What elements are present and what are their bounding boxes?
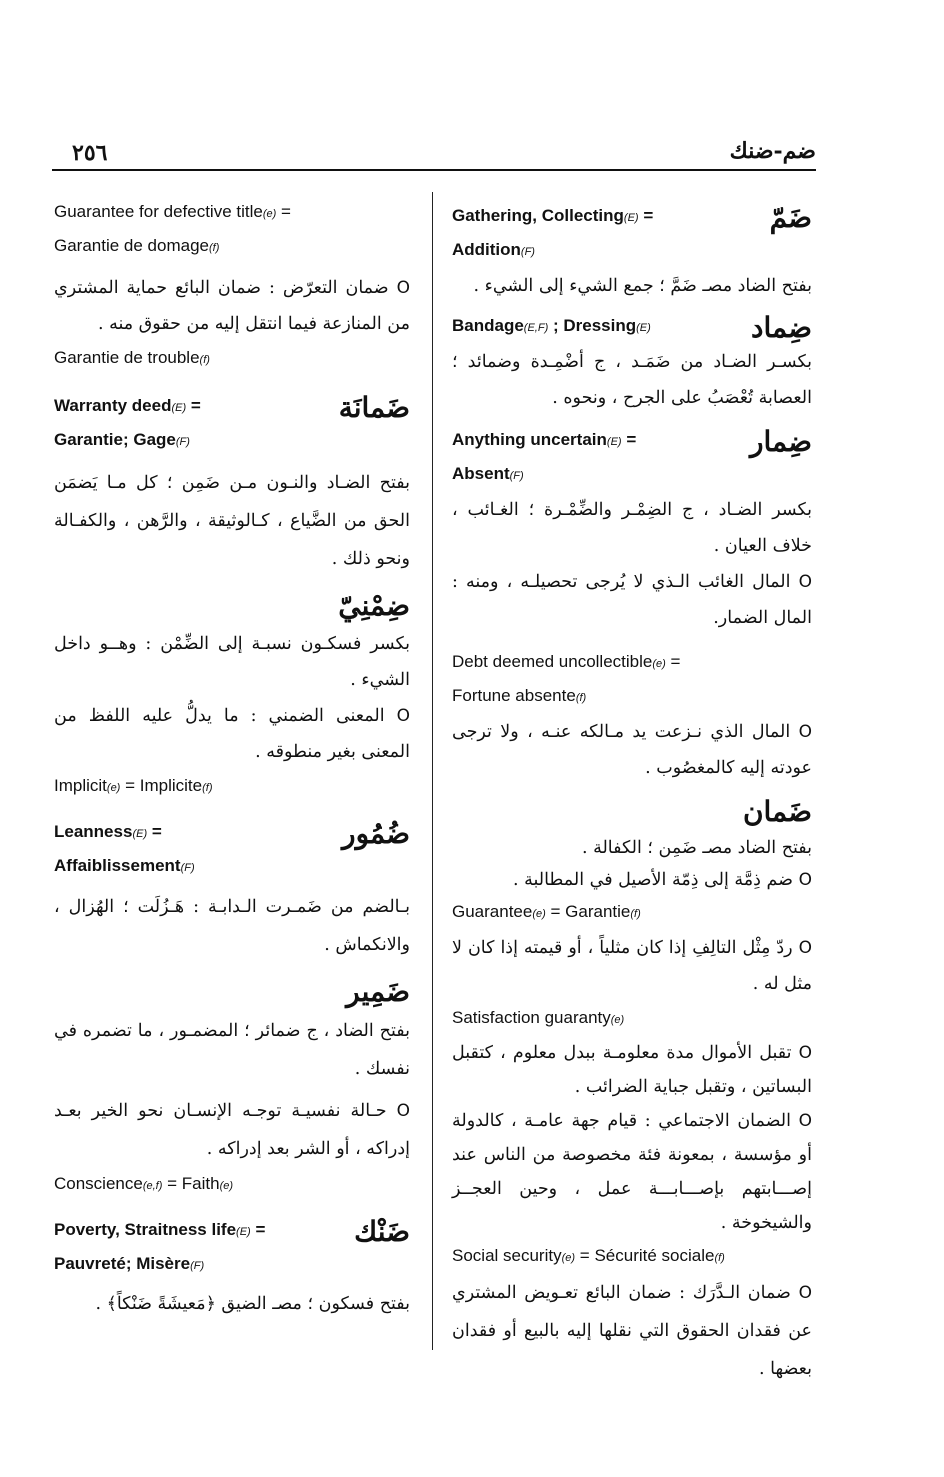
french-term: Pauvreté; Misère(F) <box>54 1254 205 1273</box>
headword: ضَمان <box>742 795 812 828</box>
french-term: Garantie de domage(f) <box>54 236 220 255</box>
french-term: Addition(F) <box>452 240 535 259</box>
headword: ضَمّ <box>769 201 812 234</box>
french-term: Garantie de trouble(f) <box>54 348 210 367</box>
left-column <box>54 196 410 1322</box>
term-pair: Social security(e) = Sécurité sociale(f) <box>452 1246 725 1265</box>
english-term: Leanness(E) = <box>54 822 162 841</box>
english-term: Satisfaction guaranty(e) <box>452 1008 625 1027</box>
arabic-definition: بفتح الضاد مصـ ضَمِن ؛ الكفالة . <box>581 838 812 858</box>
arabic-definition: بكسـر الضـاد من ضَمَـد ، ج أضْمِـدة وضمائد ؛ العصابة تُعْصَبُ على الجرح ، ونحوه . <box>452 352 812 408</box>
arabic-definition: O ضمان التعرّض : ضمان البائع حماية المشتري من المنازعة فيما انتقل إليه من حقوق منه . <box>54 278 410 334</box>
headword: ضِماد <box>751 311 812 344</box>
french-term: Affaiblissement(F) <box>54 856 195 875</box>
term-pair: Conscience(e,f) = Faith(e) <box>54 1174 234 1193</box>
headword: ضَمانَة <box>338 391 410 424</box>
arabic-definition: O المال الذي نـزعت يد مـالكه عنـه ، ولا ترجى عودته إليه كالمغصُوب . <box>452 722 812 778</box>
entry-header <box>452 310 812 344</box>
headword: ضَمِير <box>346 975 410 1008</box>
term-pair: Guarantee(e) = Garantie(f) <box>452 902 641 921</box>
french-term: Garantie; Gage(F) <box>54 430 190 449</box>
arabic-definition: بـالضم من ضَمـرت الـدابـة : هَـزُلَت ؛ الهُزال ، والانكماش . <box>54 897 410 955</box>
entry-header <box>452 200 812 268</box>
entry-header <box>54 816 410 884</box>
entry-header <box>54 390 410 458</box>
french-term: Fortune absente(f) <box>452 686 587 705</box>
arabic-definition: O ضم ذِمَّة إلى ذِمّة الأصيل في المطالبة . <box>512 870 812 890</box>
arabic-definition: O المال الغائب الـذي لا يُرجى تحصيلـه ، ومنه : المال الضمار. <box>452 572 812 628</box>
english-term: Gathering, Collecting(E) = <box>452 206 654 225</box>
arabic-definition: O ردّ مِثْل التالِفِ إذا كان مثلياً ، أو قيمته إذا كان لا مثل له . <box>452 938 812 994</box>
entry-header <box>54 1214 410 1282</box>
arabic-definition: O المعنى الضمني : ما يدلُّ عليه اللفظ من المعنى بغير منطوقه . <box>54 706 410 762</box>
term-pair: Implicit(e) = Implicite(f) <box>54 776 213 795</box>
arabic-definition: O ضمان الـدَّرَك : ضمان البائع تعـويض المشتري عن فقدان الحقوق التي نقلها إليه بالبيع أو فقدان بعضها . <box>452 1283 812 1379</box>
french-term: Absent(F) <box>452 464 524 483</box>
header-rule <box>52 169 816 171</box>
english-term: Guarantee for defective title(e) = <box>54 202 291 221</box>
arabic-definition: بفتح الضاد ، ج ضمائر ؛ المضمـور ، ما تضمره في نفسك . <box>54 1021 410 1079</box>
running-head: ضم-ضنك <box>729 138 816 164</box>
arabic-definition: O تقبل الأموال مدة معلومـة ببدل معلوم ، كتقبل البساتين ، وتقبل جباية الضرائب . <box>452 1043 812 1097</box>
arabic-definition: بفتح فسكون ؛ مصـ الضيق ﴿مَعيشَةً ضَنْكاً﴾ . <box>95 1294 410 1314</box>
page-number: ٢٥٦ <box>72 140 108 166</box>
arabic-definition: بفتح الضاد مصـ ضَمَّ ؛ جمع الشيء إلى الشيء . <box>473 276 812 296</box>
arabic-definition: بفتح الضـاد والنـون مـن ضَمِن ؛ كل مـا يَضمَن الحق من الضَّياع ، كـالوثيقة ، والرَّهن ، والكفـالة ونحو ذلك . <box>54 473 410 569</box>
headword: ضُمُور <box>342 817 410 850</box>
english-term: Anything uncertain(E) = <box>452 430 637 449</box>
arabic-definition: بكسر الضـاد ، ج الضِمْـر والضِّمْـرة ؛ الغـائب ، خلاف العيان . <box>452 500 812 556</box>
english-term: Warranty deed(E) = <box>54 396 201 415</box>
english-term: Debt deemed uncollectible(e) = <box>452 652 681 671</box>
headword: ضِمار <box>749 425 812 458</box>
arabic-definition: O حـالة نفسيـة توجـه الإنسـان نحو الخير بعـد إدراكه ، أو الشر بعد إدراكه . <box>54 1101 410 1159</box>
english-term: Poverty, Straitness life(E) = <box>54 1220 266 1239</box>
english-term: Bandage(E,F) ; Dressing(E) <box>452 316 651 335</box>
arabic-definition: O الضمان الاجتماعي : قيام جهة عامـة ، كالدولة أو مؤسسة ، بمعونة فئة مخصوصة من الناس عند إصـــابتهم بإصـــابـــة عمل ، وحين العجــز والشيخوخة . <box>452 1111 812 1233</box>
headword: ضَنْك <box>354 1215 410 1248</box>
right-column <box>452 196 812 1388</box>
headword: ضِمْنِيّ <box>338 589 410 622</box>
arabic-definition: بكسر فسكـون نسبـة إلى الضِّمْن : وهــو داخل الشيء . <box>54 634 410 690</box>
column-divider <box>432 192 433 1350</box>
entry-header <box>452 424 812 492</box>
